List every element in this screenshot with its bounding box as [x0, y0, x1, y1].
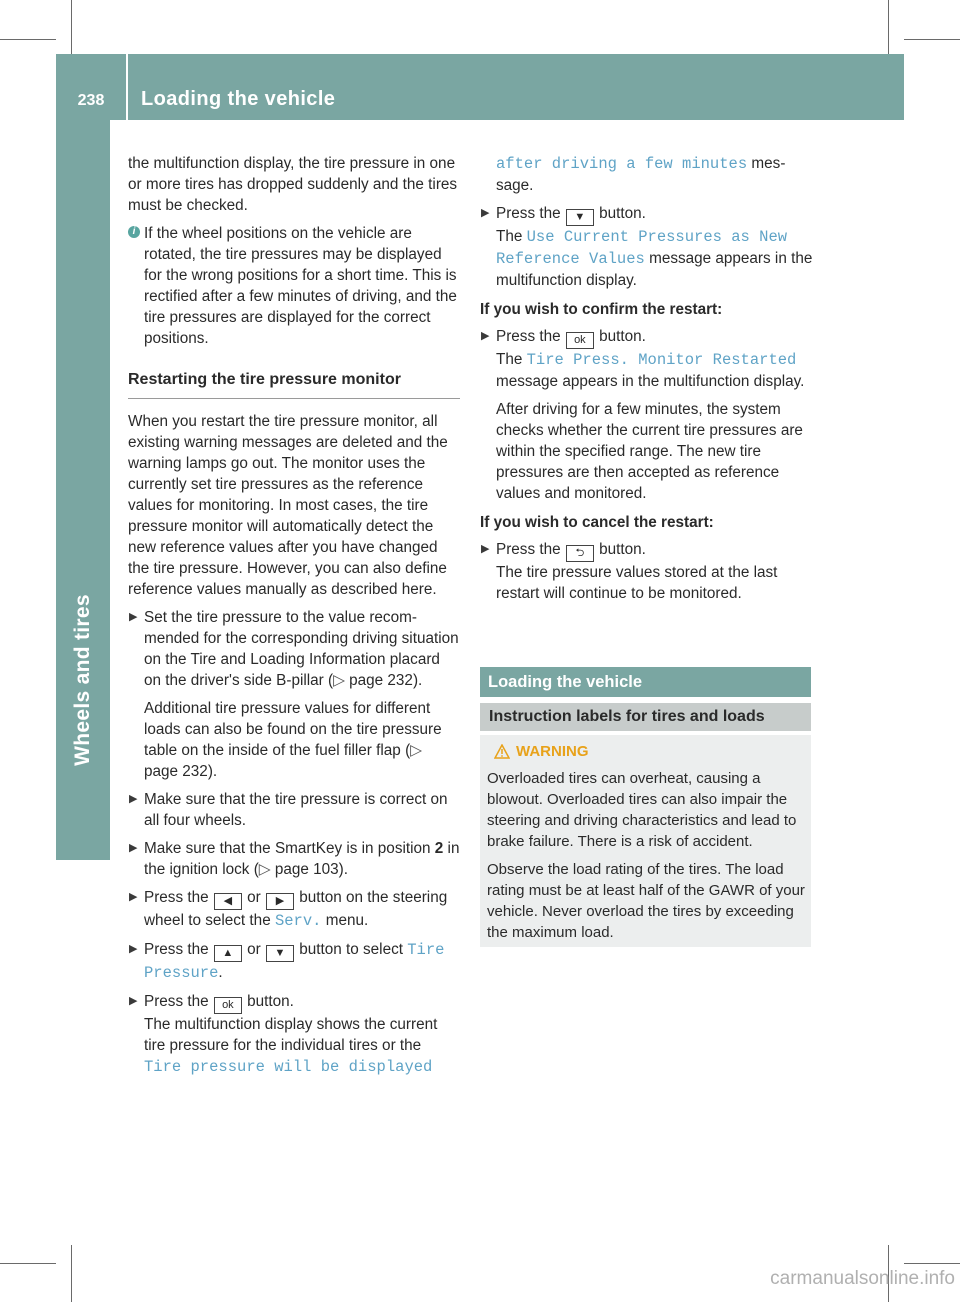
crop-mark	[0, 1263, 56, 1264]
step-item	[480, 203, 813, 291]
step-item	[128, 991, 460, 1078]
step-text: or	[242, 941, 265, 958]
step-text: button to select	[294, 941, 408, 958]
display-menu-name: Tire Pressure	[144, 941, 445, 982]
down-button-icon: ▼	[266, 945, 294, 962]
watermark: carmanualsonline.info	[770, 1268, 955, 1289]
step-text: button.	[242, 993, 294, 1010]
step-text: Make sure that the tire pressure is correct on all four wheels.	[144, 791, 448, 829]
display-message: Use Current Pressures as New Reference Values	[496, 228, 788, 268]
step-text: message appears in the multifunction display.	[496, 373, 805, 390]
step-text: Make sure that the SmartKey is in position	[144, 840, 435, 857]
page-ref[interactable]: page 103	[274, 861, 339, 878]
step-text: Press the	[144, 889, 213, 906]
step-item	[480, 539, 813, 604]
step-note-text: Additional tire pressure values for different loads can also be found on the tire pressure table on the inside of the fuel filler flap (	[144, 700, 442, 759]
display-menu-name: Serv.	[274, 912, 322, 930]
page-ref-icon: ▷	[410, 742, 422, 759]
crop-mark	[904, 39, 960, 40]
step-text: Press the	[496, 205, 565, 222]
step-text: Press the	[144, 993, 213, 1010]
warning-triangle-icon	[494, 744, 510, 759]
ok-button-icon: ok	[214, 997, 242, 1014]
intro-text: the multifunction display, the tire pressure in one or more tires has dropped suddenly and the tires must be checked.	[128, 155, 458, 214]
step-note	[128, 698, 460, 782]
left-column	[128, 153, 460, 1085]
page-number: 238	[77, 92, 105, 109]
body-text: When you restart the tire pressure monitor, all existing warning messages are deleted and the warning lamps go out. The monitor uses the currently set tire pressures as the reference values for monitoring. In most cases, the tire pressure monitor will automatically detect the new reference values after you have changed the tire pressure. However, you can also define reference values manually as described here.	[128, 413, 448, 598]
step-text: message.	[496, 155, 786, 194]
display-message: Tire Press. Monitor Restarted	[526, 351, 797, 369]
subsection-banner-title: Instruction labels for tires and loads	[489, 708, 765, 725]
step-text: Press the	[496, 541, 565, 558]
step-arrow-icon: ▶	[481, 543, 490, 555]
step-arrow-icon: ▶	[129, 611, 138, 623]
page-ref-icon: ▷	[258, 861, 275, 878]
page-title: Loading the vehicle	[141, 88, 336, 110]
step-arrow-icon: ▶	[129, 891, 138, 903]
step-arrow-icon: ▶	[481, 330, 490, 342]
step-text: in the ignition lock (	[144, 840, 460, 878]
step-text: The multifunction display shows the current tire pressure for the individual tires or the	[144, 1016, 438, 1054]
step-arrow-icon: ▶	[129, 995, 138, 1007]
warning-text	[487, 768, 807, 950]
crop-mark	[71, 1245, 72, 1302]
section-heading: Restarting the tire pressure monitor	[128, 371, 401, 388]
right-button-icon: ▶	[266, 893, 294, 910]
step-item	[128, 939, 460, 984]
back-button-icon: ⮌	[566, 545, 594, 562]
step-item	[128, 789, 460, 831]
crop-mark	[71, 0, 72, 58]
step-text: message appears in the multifunction display.	[496, 250, 813, 289]
crop-mark	[0, 39, 56, 40]
step-note-text: ).	[207, 763, 218, 780]
step-text: button.	[594, 205, 646, 222]
step-text: ).	[338, 861, 348, 878]
info-note	[128, 223, 460, 349]
step-text: or	[242, 889, 265, 906]
step-text: button on the steering wheel to select the	[144, 889, 448, 929]
up-button-icon: ▲	[214, 945, 242, 962]
crop-mark	[888, 0, 889, 58]
step-text: button.	[594, 328, 646, 345]
display-message: Tire pressure will be displayed	[144, 1058, 433, 1076]
step-item	[128, 838, 460, 880]
section-banner-title: Loading the vehicle	[488, 673, 643, 691]
info-icon: i	[128, 226, 140, 238]
step-text: .	[218, 964, 223, 981]
step-text: Set the tire pressure to the value recommended for the corresponding driving situation on the Tire and Loading Information placard on the driver's side B-pillar (	[144, 609, 459, 689]
step-text: The tire pressure values stored at the last restart will continue to be monitored.	[496, 564, 778, 602]
chapter-tab-label: Wheels and tires	[71, 594, 94, 766]
header-divider	[126, 54, 128, 120]
step-text: menu.	[321, 912, 369, 929]
left-button-icon: ◀	[214, 893, 242, 910]
info-note-text: If the wheel positions on the vehicle are rotated, the tire pressures may be displayed for the wrong positions for a short time. This is rectified after a few minutes of driving, and the tire pressures are displayed for the correct positions.	[144, 225, 457, 347]
warning-title: WARNING	[516, 743, 589, 760]
step-arrow-icon: ▶	[129, 793, 138, 805]
step-note: After driving for a few minutes, the system checks whether the current tire pressures are within the specified range. The new tire pressures are then accepted as reference values and monitored.	[496, 401, 803, 502]
step-text: Press the	[496, 328, 565, 345]
warning-paragraph: Observe the load rating of the tires. The load rating must be at least half of the GAWR of your vehicle. Never overload the tires by exceeding the maximum load.	[487, 861, 805, 941]
right-column	[480, 153, 813, 611]
ignition-position: 2	[434, 840, 444, 857]
step-text: The	[496, 351, 527, 368]
heading-rule	[128, 398, 460, 399]
step-text: button.	[594, 541, 646, 558]
page-ref[interactable]: page 232	[144, 763, 208, 780]
page-ref-icon: ▷	[333, 672, 350, 689]
subheading-cancel: If you wish to cancel the restart:	[480, 514, 714, 531]
down-button-icon: ▼	[566, 209, 594, 226]
warning-paragraph: Overloaded tires can overheat, causing a blowout. Overloaded tires can also impair the steering and driving characteristics and lead to brake failure. There is a risk of accident.	[487, 770, 797, 850]
page-ref[interactable]: page 232	[349, 672, 413, 689]
step-arrow-icon: ▶	[129, 842, 138, 854]
ok-button-icon: ok	[566, 332, 594, 349]
step-arrow-icon: ▶	[129, 943, 138, 955]
step-text: Press the	[144, 941, 213, 958]
step-arrow-icon: ▶	[481, 207, 490, 219]
crop-mark	[904, 1263, 960, 1264]
subheading-confirm: If you wish to confirm the restart:	[480, 301, 723, 318]
step-item	[480, 326, 813, 392]
step-item	[128, 887, 460, 932]
step-text: ).	[412, 672, 423, 689]
step-continuation	[480, 153, 813, 196]
step-text: The	[496, 228, 527, 245]
step-item	[128, 607, 460, 691]
display-message: after driving a few minutes	[496, 155, 748, 173]
